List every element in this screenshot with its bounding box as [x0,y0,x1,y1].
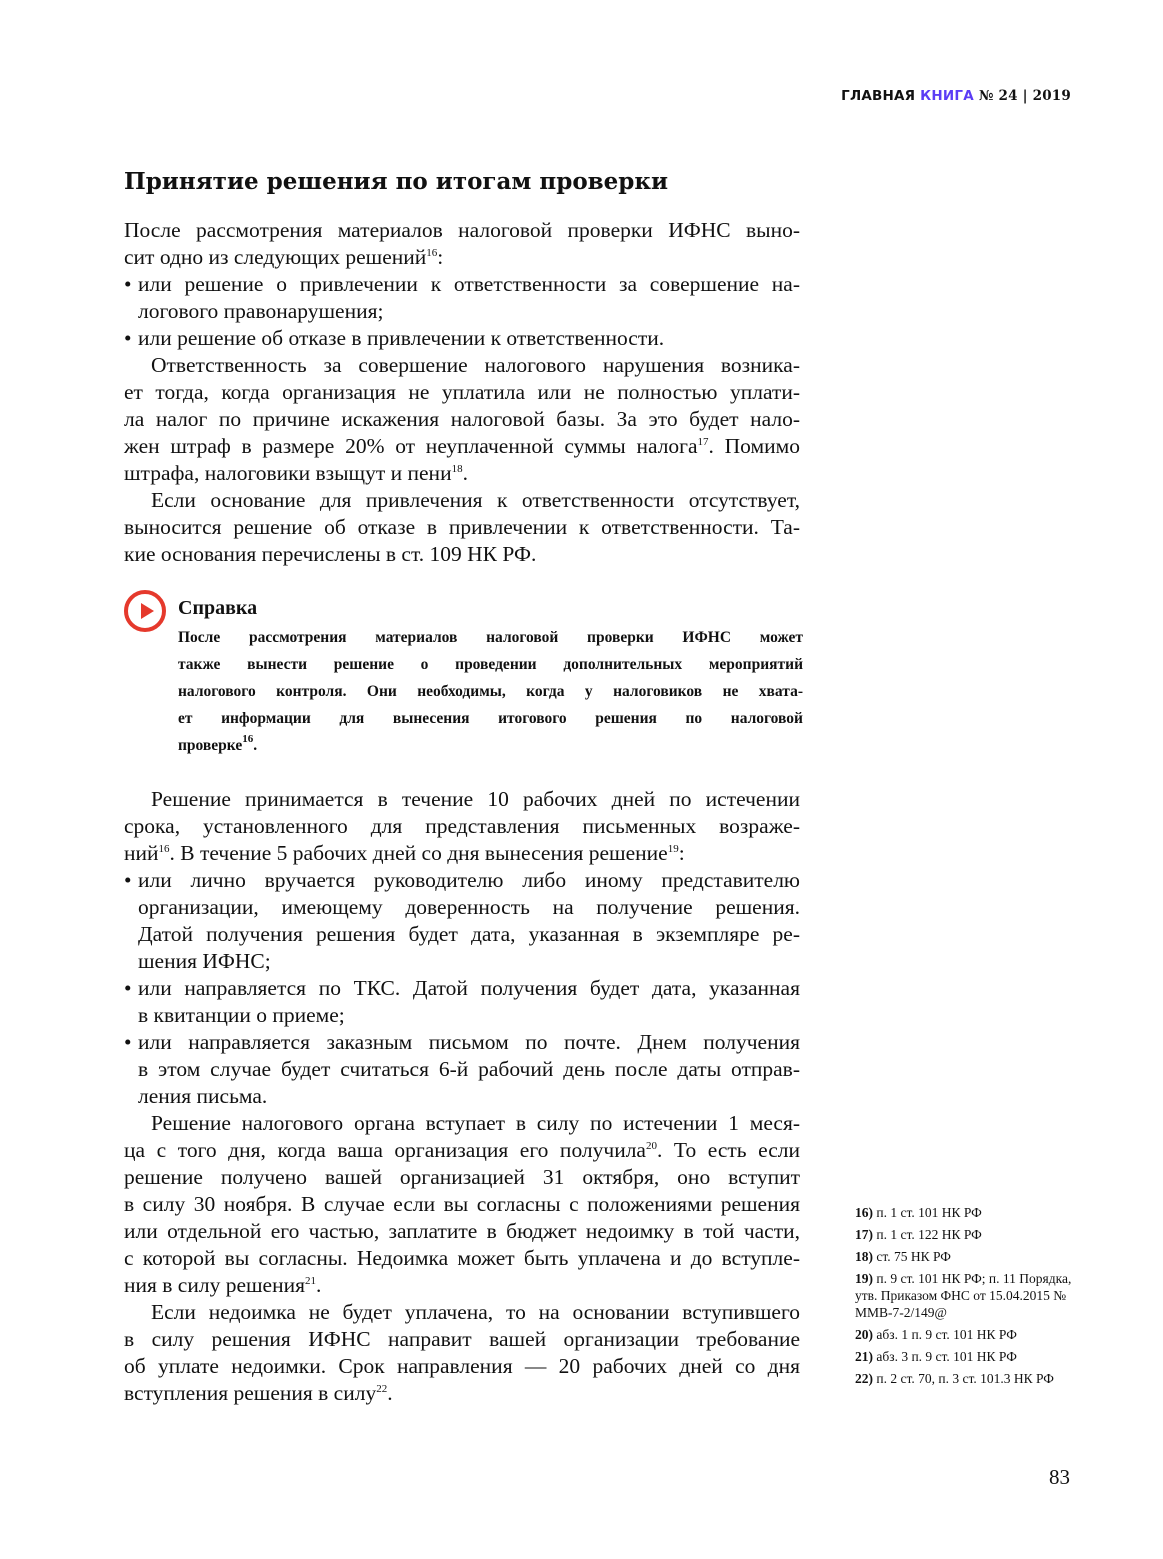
text-line [124,1353,800,1380]
text-line [124,1245,800,1272]
text-line [124,1056,800,1083]
callout-title: Справка [178,597,258,619]
body-text-section-2 [124,786,800,1407]
footnote-ref: 17 [697,436,709,448]
text-line [124,813,800,840]
footnote-item [855,1226,1085,1243]
footnote-ref: 18 [451,463,463,475]
text-segment: : [678,841,685,865]
section-title: Принятие решения по итогам проверки [124,168,669,195]
footnote-ref: 21 [305,1275,316,1287]
text-segment: Если основание для привлечения к ответственности отсутствует, [151,488,800,512]
text-line [124,921,800,948]
footnote-text: п. 1 ст. 122 НК РФ [876,1227,982,1242]
text-segment: с которой вы согласны. Недоимка может быть уплачена и до вступле- [124,1246,800,1270]
text-segment: ет информации для вынесения итогового решения по налоговой [178,710,803,727]
text-line [124,487,800,514]
text-segment: . [253,737,258,754]
text-segment: в квитанции о приеме; [138,1003,345,1027]
text-segment: ла налог по причине искажения налоговой базы. За это будет нало- [124,407,800,431]
bullet-line [124,271,800,298]
text-segment: Ответственность за совершение налогового нарушения возника- [151,353,800,377]
text-segment: . [316,1273,322,1297]
text-line [124,379,800,406]
play-icon [124,590,166,632]
text-segment: ет тогда, когда организация не уплатила или не полностью уплати- [124,380,800,404]
footnote-number: 20) [855,1327,873,1342]
text-line [124,460,800,487]
text-segment: ления письма. [138,1084,268,1108]
text-line [178,651,803,678]
text-line [124,1191,800,1218]
footnote-item [855,1348,1085,1365]
footnote-number: 17) [855,1227,873,1242]
text-segment: или отдельной его частью, заплатите в бюджет недоимку в той части, [124,1219,800,1243]
text-line [124,514,800,541]
text-segment: . [462,461,468,485]
text-line [124,406,800,433]
footnote-number: 22) [855,1371,873,1386]
footnote-ref: 16 [426,247,438,259]
footnote-text: ст. 75 НК РФ [876,1249,951,1264]
text-line [124,1218,800,1245]
text-line [124,244,800,271]
text-segment: в силу 30 ноября. В случае если вы согласны с положениями решения [124,1192,800,1216]
text-line [124,948,800,975]
text-line [178,624,803,651]
footnote-number: 16) [855,1205,873,1220]
text-line [124,352,800,379]
text-segment: в этом случае будет считаться 6-й рабочий день после даты отправ- [138,1057,800,1081]
text-segment: срока, установленного для представления письменных возраже- [124,814,800,838]
text-segment: штрафа, налоговики взыщут и пени [124,461,452,485]
text-segment: ния в силу решения [124,1273,305,1297]
footnote-number: 19) [855,1271,873,1286]
text-segment: логового правонарушения; [138,299,384,323]
footnote-item [855,1326,1085,1343]
footnotes [855,1204,1085,1392]
text-line [124,1137,800,1164]
text-segment: в силу решения ИФНС направит вашей организации требование [124,1327,800,1351]
text-segment: или направляется по ТКС. Датой получения будет дата, указанная [138,976,800,1000]
footnote-ref: 22 [376,1383,388,1395]
text-segment: налогового контроля. Они необходимы, когда у налоговиков не хвата- [178,683,803,700]
text-segment: решение получено вашей организацией 31 октября, оно вступит [124,1165,800,1189]
footnote-number: 21) [855,1349,873,1364]
text-line [124,1272,800,1299]
text-line [124,1002,800,1029]
text-segment: сит одно из следующих решений [124,245,427,269]
text-segment: ца с того дня, когда ваша организация его получила [124,1138,646,1162]
text-line [124,217,800,244]
text-segment: также вынести решение о проведении дополнительных мероприятий [178,656,803,673]
text-line [124,298,800,325]
footnote-text: абз. 1 п. 9 ст. 101 НК РФ [876,1327,1017,1342]
text-segment: : [437,245,444,269]
text-segment: Решение налогового органа вступает в силу по истечении 1 меся- [151,1111,800,1135]
brand-part2: КНИГА [920,88,974,104]
footnote-number: 18) [855,1249,873,1264]
text-segment: . То есть если [656,1138,800,1162]
footnote-item [855,1370,1085,1387]
page-number: 83 [1049,1465,1070,1489]
text-line [178,732,803,759]
text-segment: кие основания перечислены в ст. 109 НК РФ. [124,542,537,566]
text-line [178,705,803,732]
footnote-ref: 19 [667,843,679,855]
text-segment: . [387,1381,393,1405]
footnote-text: п. 9 ст. 101 НК РФ; п. 11 Порядка, утв. Приказом ФНС от 15.04.2015 № ММВ-7-2/149@ [855,1271,1072,1320]
body-text-section-1 [124,217,800,568]
text-segment: или решение об отказе в привлечении к ответственности. [138,326,665,350]
footnote-ref: 16 [158,843,170,855]
text-segment: После рассмотрения материалов налоговой проверки ИФНС выно- [124,218,800,242]
footnote-item [855,1248,1085,1265]
text-line [124,1164,800,1191]
text-line [178,678,803,705]
bullet-line [124,867,800,894]
text-segment: или лично вручается руководителю либо иному представителю [138,868,800,892]
text-line [124,1326,800,1353]
text-line [124,541,800,568]
text-segment: или решение о привлечении к ответственности за совершение на- [138,272,800,296]
bullet-line [124,1029,800,1056]
text-segment: жен штраф в размере 20% от неуплаченной суммы налога [124,434,698,458]
text-line [124,1083,800,1110]
text-segment: Если недоимка не будет уплачена, то на основании вступившего [151,1300,800,1324]
text-line [124,1299,800,1326]
text-segment: вступления решения в силу [124,1381,377,1405]
callout-body [178,624,803,759]
text-segment: После рассмотрения материалов налоговой проверки ИФНС может [178,629,803,646]
text-segment: выносится решение об отказе в привлечении к ответственности. Та- [124,515,800,539]
text-segment: . Помимо [708,434,800,458]
text-line [124,433,800,460]
text-segment: ний [124,841,159,865]
text-segment: шения ИФНС; [138,949,271,973]
text-line [124,786,800,813]
text-segment: Датой получения решения будет дата, указанная в экземпляре ре- [138,922,800,946]
bullet-line [124,325,800,352]
text-line [124,894,800,921]
text-segment: или направляется заказным письмом по почте. Днем получения [138,1030,800,1054]
footnote-text: п. 2 ст. 70, п. 3 ст. 101.3 НК РФ [876,1371,1054,1386]
text-line [124,840,800,867]
footnote-item [855,1204,1085,1221]
text-segment: проверке [178,737,243,754]
issue-number: № 24 | 2019 [978,88,1071,104]
running-header [841,88,1071,104]
footnote-ref: 16 [242,733,254,745]
text-segment: об уплате недоимки. Срок направления — 20 рабочих дней со дня [124,1354,800,1378]
footnote-ref: 20 [645,1140,657,1152]
footnote-text: абз. 3 п. 9 ст. 101 НК РФ [876,1349,1017,1364]
footnote-text: п. 1 ст. 101 НК РФ [876,1205,982,1220]
text-line [124,1380,800,1407]
text-segment: Решение принимается в течение 10 рабочих дней по истечении [151,787,800,811]
brand-part1: ГЛАВНАЯ [841,88,916,104]
text-segment: организации, имеющему доверенность на получение решения. [138,895,800,919]
footnote-item [855,1270,1085,1321]
text-segment: . В течение 5 рабочих дней со дня вынесения решение [169,841,668,865]
bullet-line [124,975,800,1002]
text-line [124,1110,800,1137]
